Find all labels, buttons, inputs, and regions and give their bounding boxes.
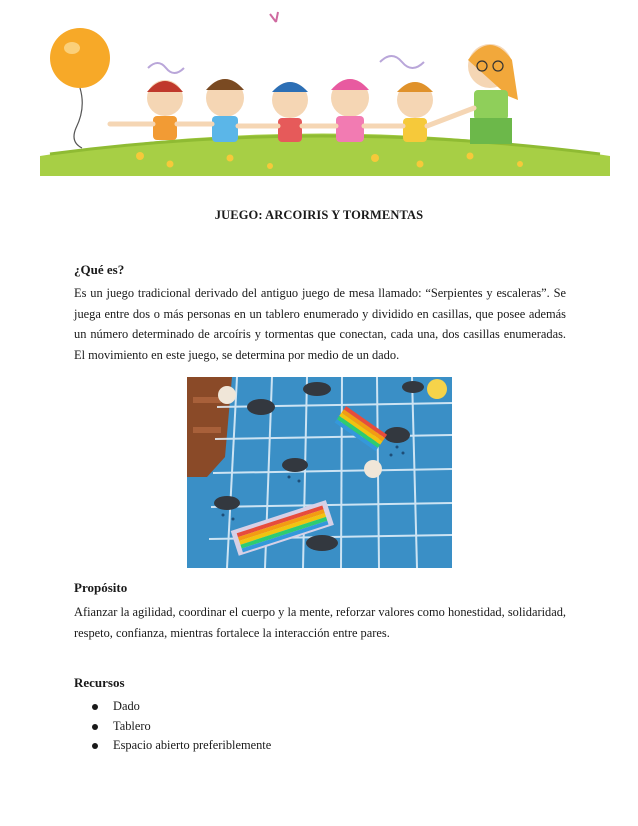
child-1: [147, 80, 183, 140]
page-title: JUEGO: ARCOIRIS Y TORMENTAS: [214, 208, 424, 222]
que-es-paragraph: Es un juego tradicional derivado del antiguo juego de mesa llamado: “Serpientes y escaleras”. Se juega entre dos o más personas en un tablero enumerado y dividido en casillas, que posee además un número determinado de arcoíris y tormentas que conectan, cada una, dos casillas enumeradas. El movimiento en este juego, se determina por medio de un dado.: [74, 286, 566, 362]
list-item: Dado: [92, 697, 271, 717]
child-3: [272, 82, 308, 142]
bullet-icon: [92, 724, 98, 730]
section-heading-que-es: ¿Qué es?: [74, 262, 125, 277]
butterfly-right: [380, 56, 424, 68]
teacher: [468, 44, 518, 144]
bullet-icon: [92, 704, 98, 710]
balloon: [50, 28, 110, 148]
butterfly-top: [270, 12, 278, 22]
section-heading-proposito: Propósito: [74, 580, 128, 595]
recursos-list: [92, 697, 271, 756]
header-illustration: [20, 6, 618, 176]
child-2: [206, 79, 244, 142]
child-4: [331, 79, 369, 142]
proposito-paragraph: Afianzar la agilidad, coordinar el cuerpo y la mente, reforzar valores como honestidad, solidaridad, respeto, confianza, mientras fortalece la interacción entre pares.: [74, 605, 566, 640]
list-item: Espacio abierto preferiblemente: [92, 736, 271, 756]
grass-ground: [40, 134, 610, 177]
child-5: [397, 82, 433, 142]
list-item: Tablero: [92, 717, 271, 737]
butterfly-left: [148, 63, 184, 73]
game-board-photo: [187, 377, 452, 568]
bullet-icon: [92, 743, 98, 749]
section-heading-recursos: Recursos: [74, 675, 125, 690]
